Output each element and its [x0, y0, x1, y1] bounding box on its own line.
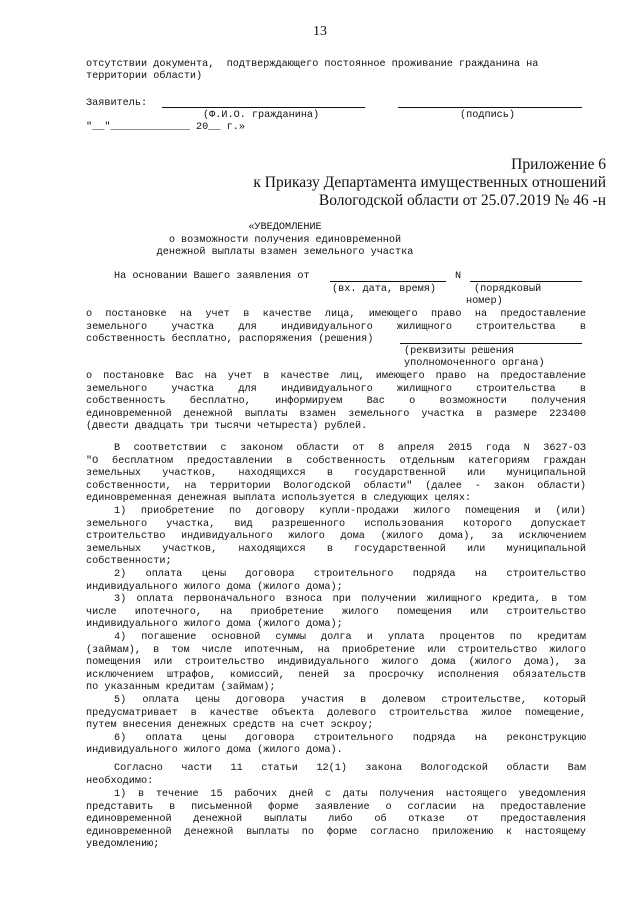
- notice-title: [120, 222, 450, 260]
- title-line: «УВЕДОМЛЕНИЕ: [248, 222, 322, 233]
- paragraph-registration: [86, 309, 586, 347]
- title-line: о возможности получения единовременной: [168, 234, 402, 246]
- text-line: путем внесения денежных средств на счет эскроу;: [86, 720, 374, 732]
- date-line: "__"_____________ 20__ г.»: [86, 122, 245, 133]
- org-caption: (реквизиты решения: [404, 346, 515, 357]
- text-line: 3) оплата первоначального взноса при получении жилищного кредита, в том: [114, 594, 586, 606]
- text-line: 1) приобретение по договору купли-продажи жилого помещения и (или): [114, 506, 586, 517]
- title-line: денежной выплаты взамен земельного участка: [156, 247, 414, 259]
- applicant-label: Заявитель:: [86, 98, 148, 109]
- appendix-line: Приложение 6: [511, 156, 606, 173]
- text-line: строительство индивидуального жилого дома (жилого дома), за исключением: [86, 531, 586, 543]
- text-line: исключением штрафов, комиссий, пеней за просрочку исполнения обязательств: [86, 669, 586, 681]
- text-line: индивидуального жилого дома (жилого дома);: [86, 619, 343, 631]
- basis-date-line: [330, 281, 446, 282]
- text-line: отсутствии документа, подтверждающего постоянное проживание гражданина на: [86, 59, 539, 70]
- text-line: единовременная денежная выплата используется в следующих целях:: [86, 493, 472, 505]
- text-line: собственности;: [86, 556, 172, 568]
- text-line: представить в письменной форме заявление о согласии на предоставление: [86, 801, 586, 813]
- name-caption: (Ф.И.О. гражданина): [203, 110, 320, 121]
- text-line: 2) оплата цены договора строительного подряда на строительство: [114, 568, 586, 580]
- list-item: [86, 594, 586, 632]
- text-line: числе ипотечного, на приобретение жилого помещения или строительство: [86, 606, 586, 618]
- basis-text: На основании Вашего заявления от: [114, 271, 310, 282]
- text-line: собственности, на территории Вологодской области" (далее - закон области): [86, 480, 586, 492]
- text-line: необходимо:: [86, 775, 154, 787]
- text-line: помещения или строительство индивидуального жилого дома (жилого дома), за: [86, 657, 586, 669]
- appendix-header: [253, 156, 606, 210]
- basis-number-sign: N: [455, 271, 462, 282]
- text-line: собственность бесплатно, распоряжения (решения): [86, 334, 374, 346]
- text-line: земельного участка для индивидуального жилищного строительства в: [86, 321, 586, 333]
- text-line: (двести двадцать три тысячи четыреста) рублей.: [86, 421, 368, 433]
- text-line: земельных участков, находящихся в государственной или муниципальной: [86, 468, 586, 480]
- number-caption: номер): [466, 296, 503, 307]
- text-line: территории области): [86, 71, 203, 82]
- text-line: о постановке Вас на учет в качестве лиц, имеющего право на предоставление: [86, 371, 586, 382]
- text-line: 1) в течение 15 рабочих дней с даты получения настоящего уведомления: [114, 789, 586, 800]
- required-item-1: [86, 789, 586, 852]
- text-line: собственность бесплатно, информируем Вас о возможности получения: [86, 396, 586, 408]
- text-line: Согласно части 11 статьи 12(1) закона Вологодской области Вам: [114, 763, 586, 774]
- list-item: [86, 506, 586, 569]
- text-line: индивидуального жилого дома (жилого дома);: [86, 581, 343, 593]
- text-line: (займам), в том числе ипотечным, на приобретение или строительство жилого: [86, 644, 586, 656]
- text-line: единовременной денежной выплаты либо об отказе от предоставления: [86, 814, 586, 826]
- text-line: земельного участка, вид разрешенного использования которого допускает: [86, 518, 586, 530]
- text-line: о постановке на учет в качестве лица, имеющего право на предоставление: [86, 309, 586, 320]
- text-line: земельного участка для индивидуального жилищного строительства в: [86, 383, 586, 395]
- text-line: 5) оплата цены договора участия в долевом строительстве, который: [114, 694, 586, 706]
- decision-details-line: [400, 343, 582, 344]
- list-item: [86, 695, 586, 733]
- text-line: индивидуального жилого дома (жилого дома).: [86, 745, 343, 757]
- text-line: по указанным кредитам (займам);: [86, 682, 276, 694]
- number-caption: (порядковый: [474, 284, 542, 295]
- text-line: земельных участков, находящихся в государственной или муниципальной: [86, 543, 586, 555]
- org-caption: уполномоченного органа): [404, 358, 545, 369]
- list-item: [86, 632, 586, 695]
- text-line: единовременной денежной выплаты взамен земельного участка в размере 223400: [86, 408, 586, 420]
- paragraph-law: [86, 443, 586, 506]
- signature-caption: (подпись): [460, 110, 516, 121]
- applicant-name-line: [162, 107, 365, 108]
- page-number: 13: [313, 24, 327, 39]
- basis-number-line: [470, 281, 582, 282]
- text-line: уведомлению;: [86, 839, 160, 851]
- appendix-line: Вологодской области от 25.07.2019 № 46 -н: [318, 192, 606, 209]
- text-line: 6) оплата цены договора строительного подряда на реконструкцию: [114, 732, 586, 744]
- text-line: 4) погашение основной суммы долга и уплата процентов по кредитам: [114, 631, 586, 643]
- date-caption: (вх. дата, время): [332, 284, 436, 295]
- paragraph-notice: [86, 371, 586, 434]
- text-line: единовременной денежной выплаты по форме согласно приложению к настоящему: [86, 826, 586, 838]
- list-item: [86, 733, 586, 758]
- purposes-list: [86, 506, 586, 758]
- text-line: В соответствии с законом области от 8 апреля 2015 года N 3627-ОЗ: [114, 443, 586, 454]
- appendix-line: к Приказу Департамента имущественных отношений: [253, 174, 606, 191]
- text-line: "О бесплатном предоставлении в собственность отдельным категориям граждан: [86, 455, 586, 467]
- paragraph-required: [86, 763, 586, 788]
- list-item: [86, 569, 586, 594]
- applicant-signature-line: [398, 107, 582, 108]
- text-line: предусматривает в качестве объекта долевого строительства жилое помещение,: [86, 707, 586, 719]
